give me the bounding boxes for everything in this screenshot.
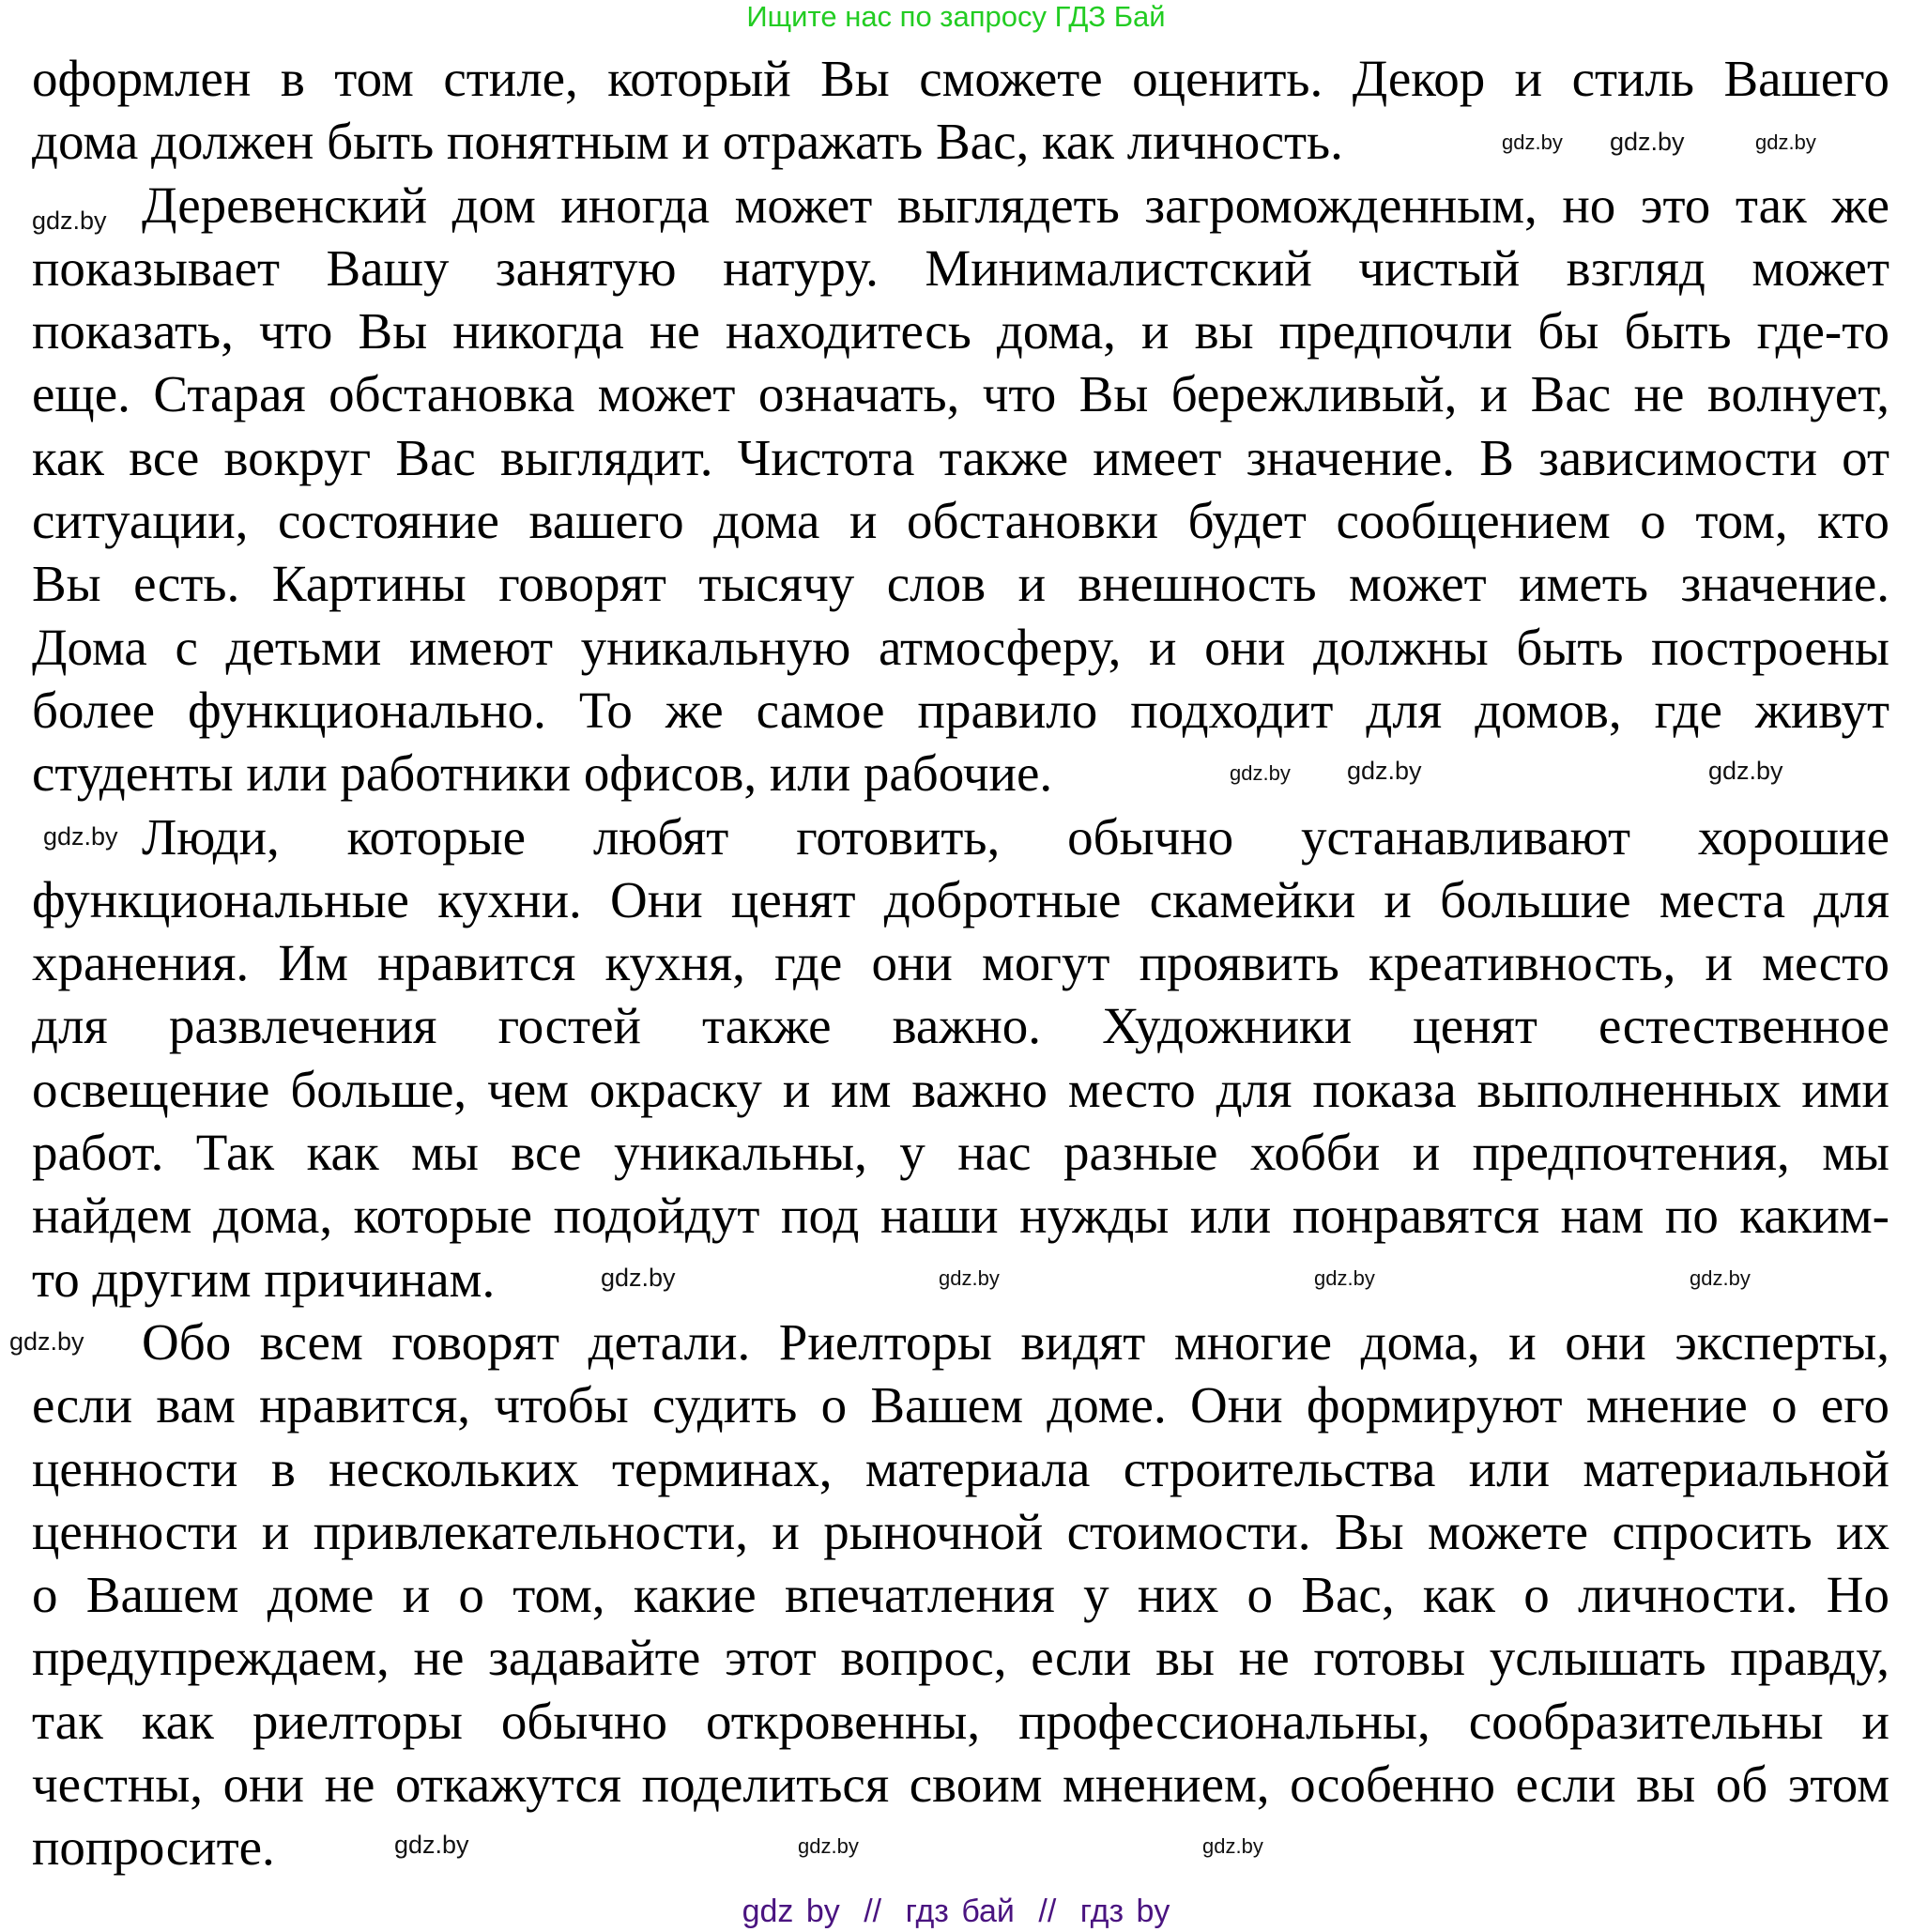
watermark: gdz.by — [1314, 1266, 1375, 1290]
text-line: для развлечения гостей также важно. Художники ценят естественное — [32, 997, 1889, 1055]
text-line: так как риелторы обычно откровенны, профессиональны, сообразительны и — [32, 1692, 1889, 1750]
text-line: Дома с детьми имеют уникальную атмосферу, и они должны быть построены — [32, 618, 1889, 676]
text-line: работ. Так как мы все уникальны, у нас разные хобби и предпочтения, мы — [32, 1124, 1889, 1182]
text-line: найдем дома, которые подойдут под наши нужды или понравятся нам по каким- — [32, 1187, 1889, 1245]
text-line: честны, они не откажутся поделиться своим мнением, особенно если вы об этом — [32, 1756, 1889, 1814]
footer-links — [0, 1893, 1912, 1930]
watermark: gdz.by — [1708, 757, 1783, 785]
text-line: дома должен быть понятным и отражать Вас, как личность. — [32, 113, 1343, 171]
text-line: предупреждаем, не задавайте этот вопрос, если вы не готовы услышать правду, — [32, 1629, 1889, 1687]
text-line: функциональные кухни. Они ценят добротные скамейки и большие места для — [32, 870, 1889, 928]
watermark: gdz.by — [394, 1831, 469, 1859]
text-line: показывает Вашу занятую натуру. Минималистский чистый взгляд может — [32, 238, 1889, 297]
watermark: gdz.by — [798, 1834, 859, 1858]
footer-link-gdz-by-cyr[interactable]: гдз by — [1079, 1894, 1170, 1929]
watermark: gdz.by — [1230, 761, 1291, 785]
footer-separator: // — [1038, 1894, 1057, 1929]
text-line: ситуации, состояние вашего дома и обстановки будет сообщением о том, кто — [32, 492, 1889, 550]
footer-separator: // — [864, 1894, 882, 1929]
watermark: gdz.by — [1690, 1266, 1751, 1290]
text-line: оформлен в том стиле, который Вы сможете оценить. Декор и стиль Вашего — [32, 50, 1889, 107]
text-line: то другим причинам. — [32, 1250, 496, 1308]
document-body — [32, 47, 1889, 1879]
text-line: ценности и привлекательности, и рыночной стоимости. Вы можете спросить их — [32, 1502, 1889, 1560]
watermark: gdz.by — [601, 1264, 676, 1292]
text-line: хранения. Им нравится кухня, где они могут проявить креативность, и место — [32, 934, 1889, 992]
text-line: попросите. — [32, 1818, 275, 1877]
text-line: если вам нравится, чтобы судить о Вашем доме. Они формируют мнение о его — [32, 1376, 1889, 1434]
watermark: gdz.by — [1202, 1834, 1263, 1858]
text-line: освещение больше, чем окраску и им важно место для показа выполненных ими — [32, 1060, 1889, 1118]
watermark: gdz.by — [1502, 130, 1563, 154]
text-line: более функционально. То же самое правило подходит для домов, где живут — [32, 681, 1889, 739]
footer-link-gdz-by[interactable]: gdz by — [742, 1894, 840, 1929]
footer-link-gdz-bai[interactable]: гдз бай — [905, 1894, 1015, 1929]
watermark: gdz.by — [939, 1266, 1000, 1290]
watermark: gdz.by — [1755, 130, 1816, 154]
text-line: студенты или работники офисов, или рабочие. — [32, 744, 1053, 803]
text-line: показать, что Вы никогда не находитесь дома, и вы предпочли бы быть где-то — [32, 302, 1889, 360]
text-line: еще. Старая обстановка может означать, что Вы бережливый, и Вас не волнует, — [32, 365, 1889, 423]
watermark: gdz.by — [32, 207, 107, 235]
text-line: Деревенский дом иногда может выглядеть загроможденным, но это так же — [142, 176, 1889, 234]
search-hint-banner: Ищите нас по запросу ГДЗ Бай — [746, 0, 1166, 33]
text-line: Обо всем говорят детали. Риелторы видят многие дома, и они эксперты, — [142, 1312, 1889, 1371]
text-line: как все вокруг Вас выглядит. Чистота также имеет значение. В зависимости от — [32, 428, 1889, 486]
text-line: о Вашем доме и о том, какие впечатления у них о Вас, как о личности. Но — [32, 1566, 1889, 1624]
watermark: gdz.by — [9, 1327, 84, 1356]
watermark: gdz.by — [43, 822, 118, 851]
text-line: Вы есть. Картины говорят тысячу слов и внешность может иметь значение. — [32, 555, 1889, 613]
watermark: gdz.by — [1610, 128, 1685, 156]
text-line: Люди, которые любят готовить, обычно устанавливают хорошие — [142, 807, 1889, 866]
watermark: gdz.by — [1347, 757, 1422, 785]
text-line: ценности в нескольких терминах, материала строительства или материальной — [32, 1439, 1889, 1497]
